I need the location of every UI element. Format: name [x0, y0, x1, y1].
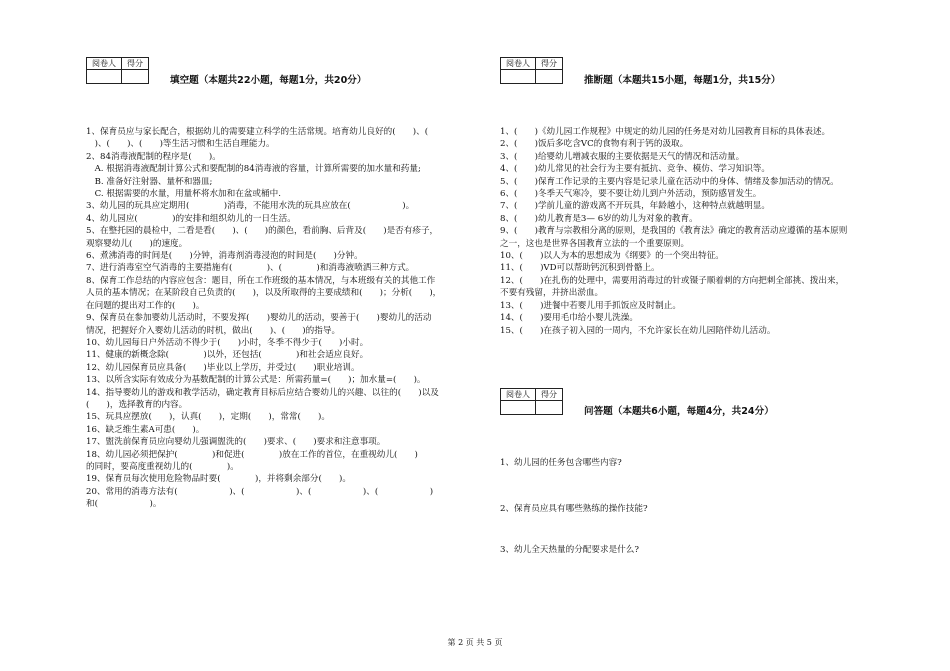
question-line: 8、( )幼儿教育是3— 6岁的幼儿为对象的教育。 [500, 213, 698, 224]
question-line: 20、常用的消毒方法有( )、( )、( )、( ) [86, 486, 434, 497]
score-cell [536, 401, 563, 415]
qa-section-title: 问答题（本题共6小题，每题4分，共24分） [584, 406, 774, 417]
question-line: 4、( )幼儿常见的社会行为主要有抵抗、竞争、模仿、学习知识等。 [500, 164, 770, 175]
question-line: 19、保育员每次使用危险物品时要( )，并将剩余部分( )。 [86, 474, 351, 485]
question-line: 13、以所含实际有效成分为基数配制的计算公式是：所需药量=( )；加水量=( )。 [86, 375, 426, 386]
question-line: 6、( )冬季天气寒冷，要不要让幼儿到户外活动，预防感冒发生。 [500, 189, 762, 200]
score-cell [122, 70, 149, 84]
question-line: 10、( )以人为本的思想成为《纲要》的一个突出特征。 [500, 251, 724, 262]
question-line: 不要有残留，并挤出淤血。 [500, 288, 604, 299]
question-line: 16、缺乏维生素A可患( )。 [86, 424, 205, 435]
score-box [500, 388, 563, 415]
judge-question-list [500, 126, 920, 337]
question-line: 情况，把握好介入婴幼儿活动的时机，做出( )、( )的指导。 [86, 325, 341, 336]
question-line: 5、在整托园的晨检中，二看是看( )、( )的颜色，看前胸、后背及( )是否有疹子， [86, 226, 439, 237]
reviewer-label: 阅卷人 [87, 58, 122, 70]
question-line: 7、进行消毒室空气消毒的主要措施有( )、( )和消毒液喷洒三种方式。 [86, 263, 415, 274]
reviewer-cell [501, 70, 536, 84]
question-line: B. 准备好注射器、量杯和器皿; [86, 176, 213, 187]
question-line: 11、( )VD可以帮助钙沉积到骨骼上。 [500, 263, 660, 274]
question-line: 1、( )《幼儿园工作规程》中规定的幼儿园的任务是对幼儿园教育目标的具体表述。 [500, 127, 831, 137]
question-line: 10、幼儿园每日户外活动不得少于( )小时，冬季不得少于( )小时。 [86, 337, 369, 348]
question-line: 3、( )给婴幼儿增减衣服的主要依据是天气的情况和活动量。 [500, 151, 745, 162]
question-line: 14、指导婴幼儿的游戏和教学活动，确定教育目标后应结合婴幼儿的兴趣、以往的( )以及 [86, 387, 439, 398]
score-cell [536, 70, 563, 84]
question-line: 11、健康的新概念除( )以外，还包括( )和社会适应良好。 [86, 350, 369, 361]
question-line: 15、玩具应摆放( )，认真( )，定期( )，常常( )。 [86, 412, 331, 423]
question-line: 3、幼儿园的玩具应定期用( )消毒，不能用水洗的玩具应放在( )。 [86, 201, 415, 212]
question-line: ( )，选择教育的内容。 [86, 399, 188, 410]
question-line: 人员的基本情况；在某阶段自己负责的( )，以及所取得的主要成绩和( )；分析( )， [86, 288, 442, 299]
question-line: 4、幼儿园应( )的安排和组织幼儿的一日生活。 [86, 213, 296, 224]
question-line: 在问题的提出对工作的( )。 [86, 300, 205, 311]
page-footer: 第 2 页 共 5 页 [447, 638, 503, 647]
question-line: 12、幼儿园保育员应具备( )毕业以上学历，并受过( )职业培训。 [86, 362, 360, 373]
judge-section-title: 推断题（本题共15小题，每题1分，共15分） [584, 75, 781, 86]
question-line: 8、保育工作总结的内容应包含：题目，所在工作班级的基本情况，与本班级有关的其他工作 [86, 275, 436, 286]
question-line: C. 根据需要的水量，用量杯将水加和在盆或桶中. [86, 189, 281, 200]
question-line: 的同时，要高度重视幼儿的( )。 [86, 461, 239, 472]
question-line: 9、保育员在参加婴幼儿活动时，不要发挥( )婴幼儿的活动，要善于( )婴幼儿的活动 [86, 313, 432, 324]
question-line: 15、( )在孩子初入园的一周内，不允许家长在幼儿园陪伴幼儿活动。 [500, 325, 776, 336]
score-label: 得分 [536, 58, 563, 70]
question-line: 14、( )要用毛巾给小婴儿洗澡。 [500, 313, 638, 324]
qa-question-1: 1、幼儿园的任务包含哪些内容? [500, 458, 622, 468]
question-line: 之一，这也是世界各国教育立法的一个重要原则。 [500, 238, 690, 249]
reviewer-cell [87, 70, 122, 84]
question-line: 2、84消毒液配制的程序是( )。 [86, 151, 221, 162]
fill-question-list [86, 126, 504, 511]
question-line: 6、煮沸消毒的时间是( )分钟，消毒剂消毒浸泡的时间是( )分钟。 [86, 251, 363, 262]
score-label: 得分 [122, 58, 149, 70]
question-line: 2、( )饭后多吃含VC的食物有利于钙的汲取。 [500, 139, 689, 150]
question-line: 12、( )在扎伤的处理中，需要用消毒过的针或镊子顺着刺的方向把刺全部挑、拨出来， [500, 275, 845, 286]
fill-section-title: 填空题（本题共22小题，每题1分，共20分） [170, 75, 367, 86]
reviewer-cell [501, 401, 536, 415]
question-line: 和( )。 [86, 499, 162, 510]
reviewer-label: 阅卷人 [501, 389, 536, 401]
question-line: 9、( )教育与宗教相分离的原则，是我国的《教育法》确定的教育活动应遵循的基本原则 [500, 226, 848, 237]
score-box [500, 57, 563, 84]
question-line: 18、幼儿园必须把保护( )和促进( )放在工作的首位，在重视幼儿( ) [86, 449, 418, 460]
qa-question-3: 3、幼儿全天热量的分配要求是什么? [500, 545, 639, 555]
score-box [86, 57, 149, 84]
question-line: 1、保育员应与家长配合，根据幼儿的需要建立科学的生活常规。培育幼儿良好的( )、( [86, 127, 446, 137]
question-line: 5、( )保育工作记录的主要内容是记录儿童在活动中的身体、情绪及参加活动的情况。 [500, 176, 839, 187]
score-label: 得分 [536, 389, 563, 401]
qa-question-2: 2、保育员应具有哪些熟练的操作技能? [500, 504, 648, 514]
question-line: )、( )、( )等生活习惯和生活自理能力。 [86, 139, 275, 150]
question-line: 17、盥洗前保育员应向婴幼儿强调盥洗的( )要求、( )要求和注意事项。 [86, 437, 386, 448]
question-line: 7、( )学前儿童的游戏离不开玩具，年龄越小，这种特点就越明显。 [500, 201, 770, 212]
question-line: 13、( )进餐中若婴儿用手抓饭应及时制止。 [500, 300, 681, 311]
question-line: 观察婴幼儿( )的速度。 [86, 238, 188, 249]
question-line: A. 根据消毒液配制计算公式和要配制的84消毒液的容量，计算所需要的加水量和药量; [86, 164, 421, 175]
reviewer-label: 阅卷人 [501, 58, 536, 70]
